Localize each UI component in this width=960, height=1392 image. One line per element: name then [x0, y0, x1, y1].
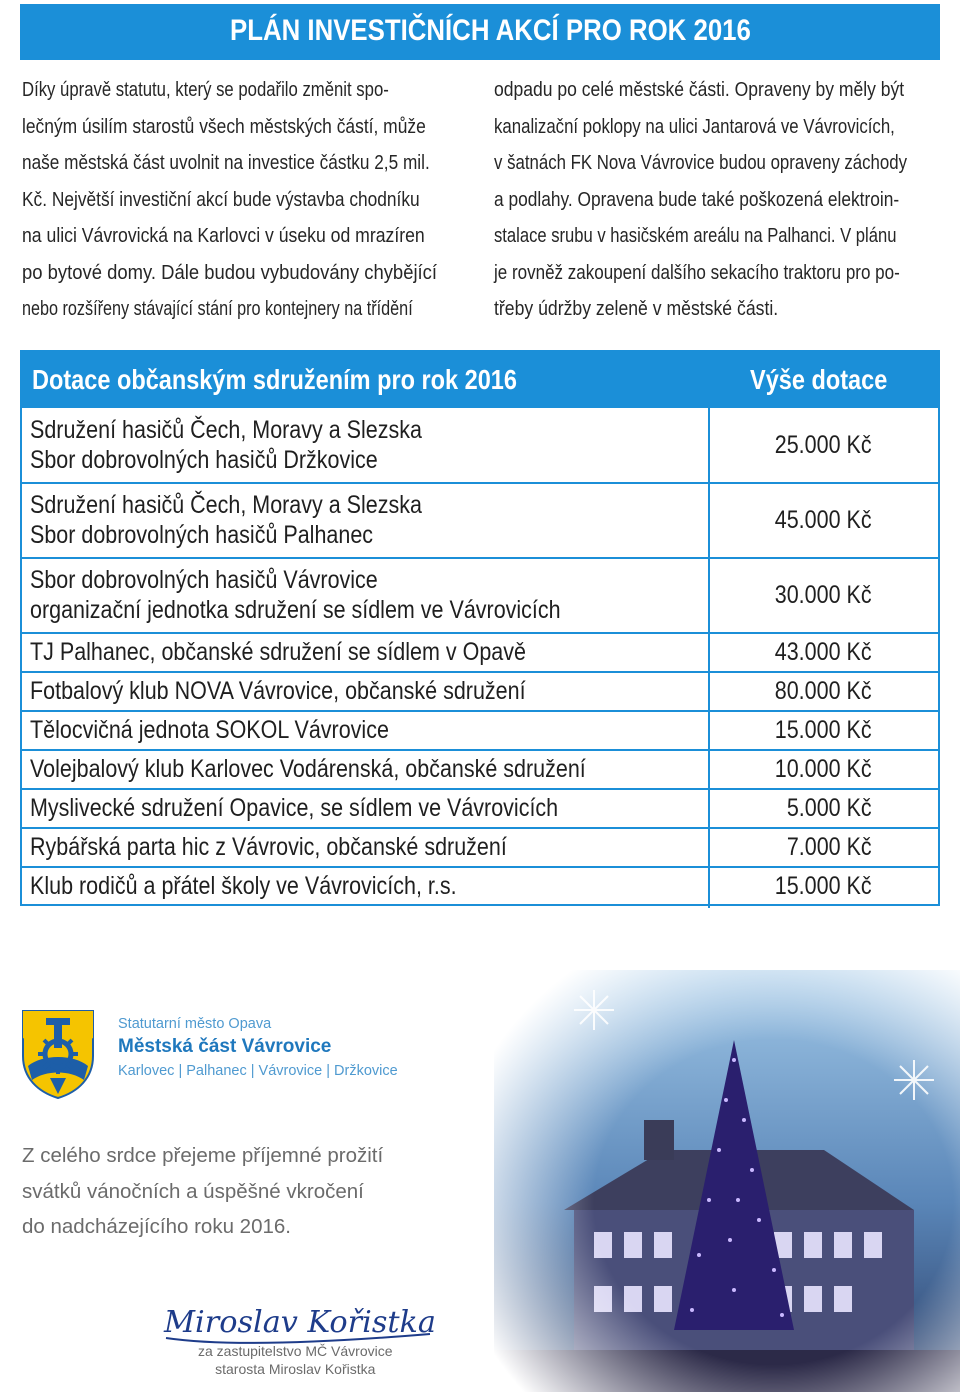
grant-amount: 80.000 Kč	[775, 677, 872, 705]
amount-cell	[708, 634, 938, 671]
intro-line: Díky úpravě statutu, který se podařilo změnit spo-	[22, 78, 389, 101]
table-row	[22, 559, 938, 634]
amount-cell	[708, 559, 938, 632]
org-name: Sbor dobrovolných hasičů Držkovice	[30, 446, 378, 474]
table-row	[22, 634, 938, 673]
org-name: Sdružení hasičů Čech, Moravy a Slezska	[30, 416, 422, 444]
greeting-line: Z celého srdce přejeme příjemné prožití	[22, 1144, 384, 1167]
intro-line: třeby údržby zeleně v městské části.	[494, 297, 779, 320]
grant-amount: 7.000 Kč	[787, 833, 872, 861]
org-name: Sdružení hasičů Čech, Moravy a Slezska	[30, 491, 422, 519]
amount-cell	[708, 790, 938, 827]
greeting-line: svátků vánočních a úspěšné vkročení	[22, 1179, 364, 1203]
grant-amount: 15.000 Kč	[775, 716, 872, 744]
intro-line: kanalizační poklopy na ulici Jantarová ve Vávrovicích,	[494, 114, 895, 138]
grants-table-header	[22, 352, 938, 408]
org-name: organizační jednotka sdružení se sídlem ve Vávrovicích	[30, 596, 561, 624]
signature-text: Miroslav Kořistka	[162, 1305, 436, 1340]
amount-cell	[708, 751, 938, 788]
intro-line: odpadu po celé městské části. Opraveny by měly být	[494, 78, 905, 101]
amount-cell	[708, 829, 938, 866]
grants-heading: Dotace občanským sdružením pro rok 2016	[32, 364, 517, 395]
page-title: PLÁN INVESTIČNÍCH AKCÍ PRO ROK 2016	[230, 14, 751, 47]
signature-caption-line: za zastupitelstvo MČ Vávrovice	[198, 1343, 393, 1359]
org-name: Tělocvičná jednota SOKOL Vávrovice	[30, 716, 389, 744]
signature	[160, 1290, 440, 1348]
org-name: Fotbalový klub NOVA Vávrovice, občanské sdružení	[30, 677, 526, 705]
amount-heading: Výše dotace	[750, 364, 888, 395]
org-name: Myslivecké sdružení Opavice, se sídlem ve Vávrovicích	[30, 794, 559, 822]
amount-cell	[708, 408, 938, 482]
amount-cell	[708, 484, 938, 557]
grant-amount: 15.000 Kč	[775, 872, 872, 900]
table-row	[22, 829, 938, 868]
grant-amount: 25.000 Kč	[775, 431, 872, 459]
christmas-tree-photo	[494, 970, 960, 1392]
grants-table	[20, 350, 940, 906]
amount-cell	[708, 868, 938, 908]
org-name: Klub rodičů a přátel školy ve Vávrovicích, r.s.	[30, 872, 457, 900]
grant-amount: 10.000 Kč	[775, 755, 872, 783]
table-row	[22, 790, 938, 829]
greeting-line: do nadcházejícího roku 2016.	[22, 1215, 291, 1238]
table-row	[22, 712, 938, 751]
intro-line: je rovněž zakoupení dalšího sekacího traktoru pro po-	[494, 260, 900, 284]
grant-amount: 45.000 Kč	[775, 506, 872, 534]
brand-district: Městská část Vávrovice	[118, 1036, 332, 1057]
intro-line: a podlahy. Opravena bude také poškozená elektroin-	[494, 187, 900, 211]
title-bar	[20, 4, 940, 60]
grant-amount: 43.000 Kč	[775, 638, 872, 666]
municipality-brand	[118, 1014, 398, 1082]
brand-parts: Karlovec | Palhanec | Vávrovice | Držkovice	[118, 1063, 398, 1079]
org-name: Sbor dobrovolných hasičů Vávrovice	[30, 566, 378, 594]
intro-right-column	[494, 72, 940, 328]
intro-line: Kč. Největší investiční akcí bude výstavba chodníku	[22, 187, 420, 211]
org-name: Sbor dobrovolných hasičů Palhanec	[30, 521, 374, 549]
grants-rows	[22, 408, 938, 908]
intro-line: v šatnách FK Nova Vávrovice budou opraveny záchody	[494, 151, 908, 174]
intro-line: na ulici Vávrovická na Karlovci v úseku od mrazíren	[22, 224, 425, 247]
grant-amount: 30.000 Kč	[775, 581, 872, 609]
intro-left-column	[22, 72, 468, 328]
intro-line: nebo rozšířeny stávající stání pro kontejnery na třídění	[22, 297, 413, 320]
signature-caption-line: starosta Miroslav Kořistka	[215, 1361, 376, 1377]
greeting	[22, 1138, 383, 1245]
intro-line: naše městská část uvolnit na investice částku 2,5 mil.	[22, 151, 430, 174]
table-row	[22, 484, 938, 559]
amount-cell	[708, 673, 938, 710]
coat-of-arms-icon	[20, 1008, 96, 1100]
amount-cell	[708, 712, 938, 749]
intro-line: po bytové domy. Dále budou vybudovány chybějící	[22, 260, 438, 284]
table-row	[22, 673, 938, 712]
grant-amount: 5.000 Kč	[787, 794, 872, 822]
org-name: Volejbalový klub Karlovec Vodárenská, občanské sdružení	[30, 755, 586, 783]
intro-line: stalace srubu v hasičském areálu na Palhanci. V plánu	[494, 224, 897, 247]
table-row	[22, 408, 938, 484]
table-row	[22, 751, 938, 790]
table-row	[22, 868, 938, 908]
christmas-card	[0, 970, 960, 1392]
brand-city: Statutarní město Opava	[118, 1016, 272, 1032]
org-name: TJ Palhanec, občanské sdružení se sídlem v Opavě	[30, 638, 526, 666]
org-name: Rybářská parta hic z Vávrovic, občanské sdružení	[30, 833, 507, 861]
signature-caption	[198, 1342, 393, 1378]
intro-line: lečným úsilím starostů všech městských částí, může	[22, 114, 426, 138]
